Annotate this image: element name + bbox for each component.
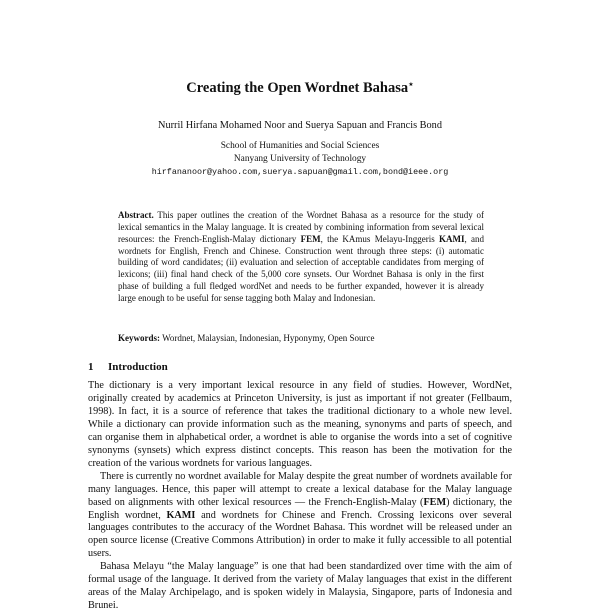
paragraph-2 [88,471,512,562]
section-body [88,380,512,613]
abstract-text-2: , the KAmus Melayu-Inggeris [320,233,435,244]
abstract-fem: FEM [300,233,321,244]
paragraph-1: The dictionary is a very important lexical resource in any field of studies. However, WordNet, originally created by academics at Princeton University, is just as important if not greater (Fellbaum, 1998). In fact, it is a source of reference that takes the traditional dictionary to a whole new level. While a dictionary can provide information such as the meaning, synonyms and parts of speech, and can organise them in alphabetical order, a wordnet is able to organise the words into a set of cognitive synonyms (synsets) which express distinct concepts. This reason has been the motivation for the creation of the various wordnets for various languages. [88,380,512,469]
abstract [118,210,484,305]
abstract-label: Abstract. [118,210,154,220]
section-title: Introduction [108,361,168,373]
author-list: Nurril Hirfana Mohamed Noor and Suerya Sapuan and Francis Bond [158,120,442,131]
affiliation-university: Nanyang University of Technology [233,154,367,164]
abstract-kami: KAMI [439,233,465,244]
abstract-text-1: This paper outlines the creation of the Wordnet Bahasa as a resource for the study of lexical semantics in the Malay language. It is created by combining information from several lexical resources: the French-English-Malay dictionary [118,210,484,244]
paper-title-text: Creating the Open Wordnet Bahasa [186,80,409,96]
abstract-text-3: , and wordnets for English, French and Chinese. Construction went through three steps: (i) automatic building of word candidates; (ii) evaluation and selection of acceptable candidates from merging of lexicons; (iii) final hand check of the 5,000 core synsets. Our Wordnet Bahasa is only in the first phase of building a full fledged wordNet and needs to be further expanded, however it is already large enough to be useful for sense tagging both Malay and Indonesian. [118,233,485,303]
section-number: 1 [88,361,94,373]
affiliation-school: School of Humanities and Social Sciences [220,141,380,151]
author-emails: hirfananoor@yahoo.com,suerya.sapuan@gmail.com,bond@ieee.org [151,167,449,177]
paragraph-2-text-c: and wordnets for Chinese and French. Crossing lexicons over several languages contributes to the accuracy of the Wordnet Bahasa. This wordnet will be released under an open source license (Creative Commons Attribution) in order to make it fully accessible to all potential users. [88,509,512,560]
section-heading [88,361,168,373]
paragraph-3: Bahasa Melayu “the Malay language” is one that had been standardized over time with the aim of formal usage of the language. It derived from the variety of Malay languages that exist in the different areas of the Malay Archipelago, and is spoken widely in Malaysia, Singapore, parts of Indonesia and Brunei. [88,561,512,612]
paragraph-2-text-b: ) dictionary, the English wordnet, [88,496,512,521]
paragraph-2-kami: KAMI [166,509,196,521]
keywords-label: Keywords: [118,333,160,343]
paragraph-2-fem: FEM [423,496,447,508]
keywords [118,333,484,343]
keywords-text: Wordnet, Malaysian, Indonesian, Hyponymy, Open Source [162,333,375,343]
paper-title [0,79,600,97]
title-footnote-mark: ⋆ [408,79,414,89]
paragraph-2-text-a: There is currently no wordnet available for Malay despite the great number of wordnets available for many languages. Hence, this paper will attempt to create a lexical database for the Malay language based on alignments with other lexical resources — the French-English-Malay ( [88,470,512,508]
